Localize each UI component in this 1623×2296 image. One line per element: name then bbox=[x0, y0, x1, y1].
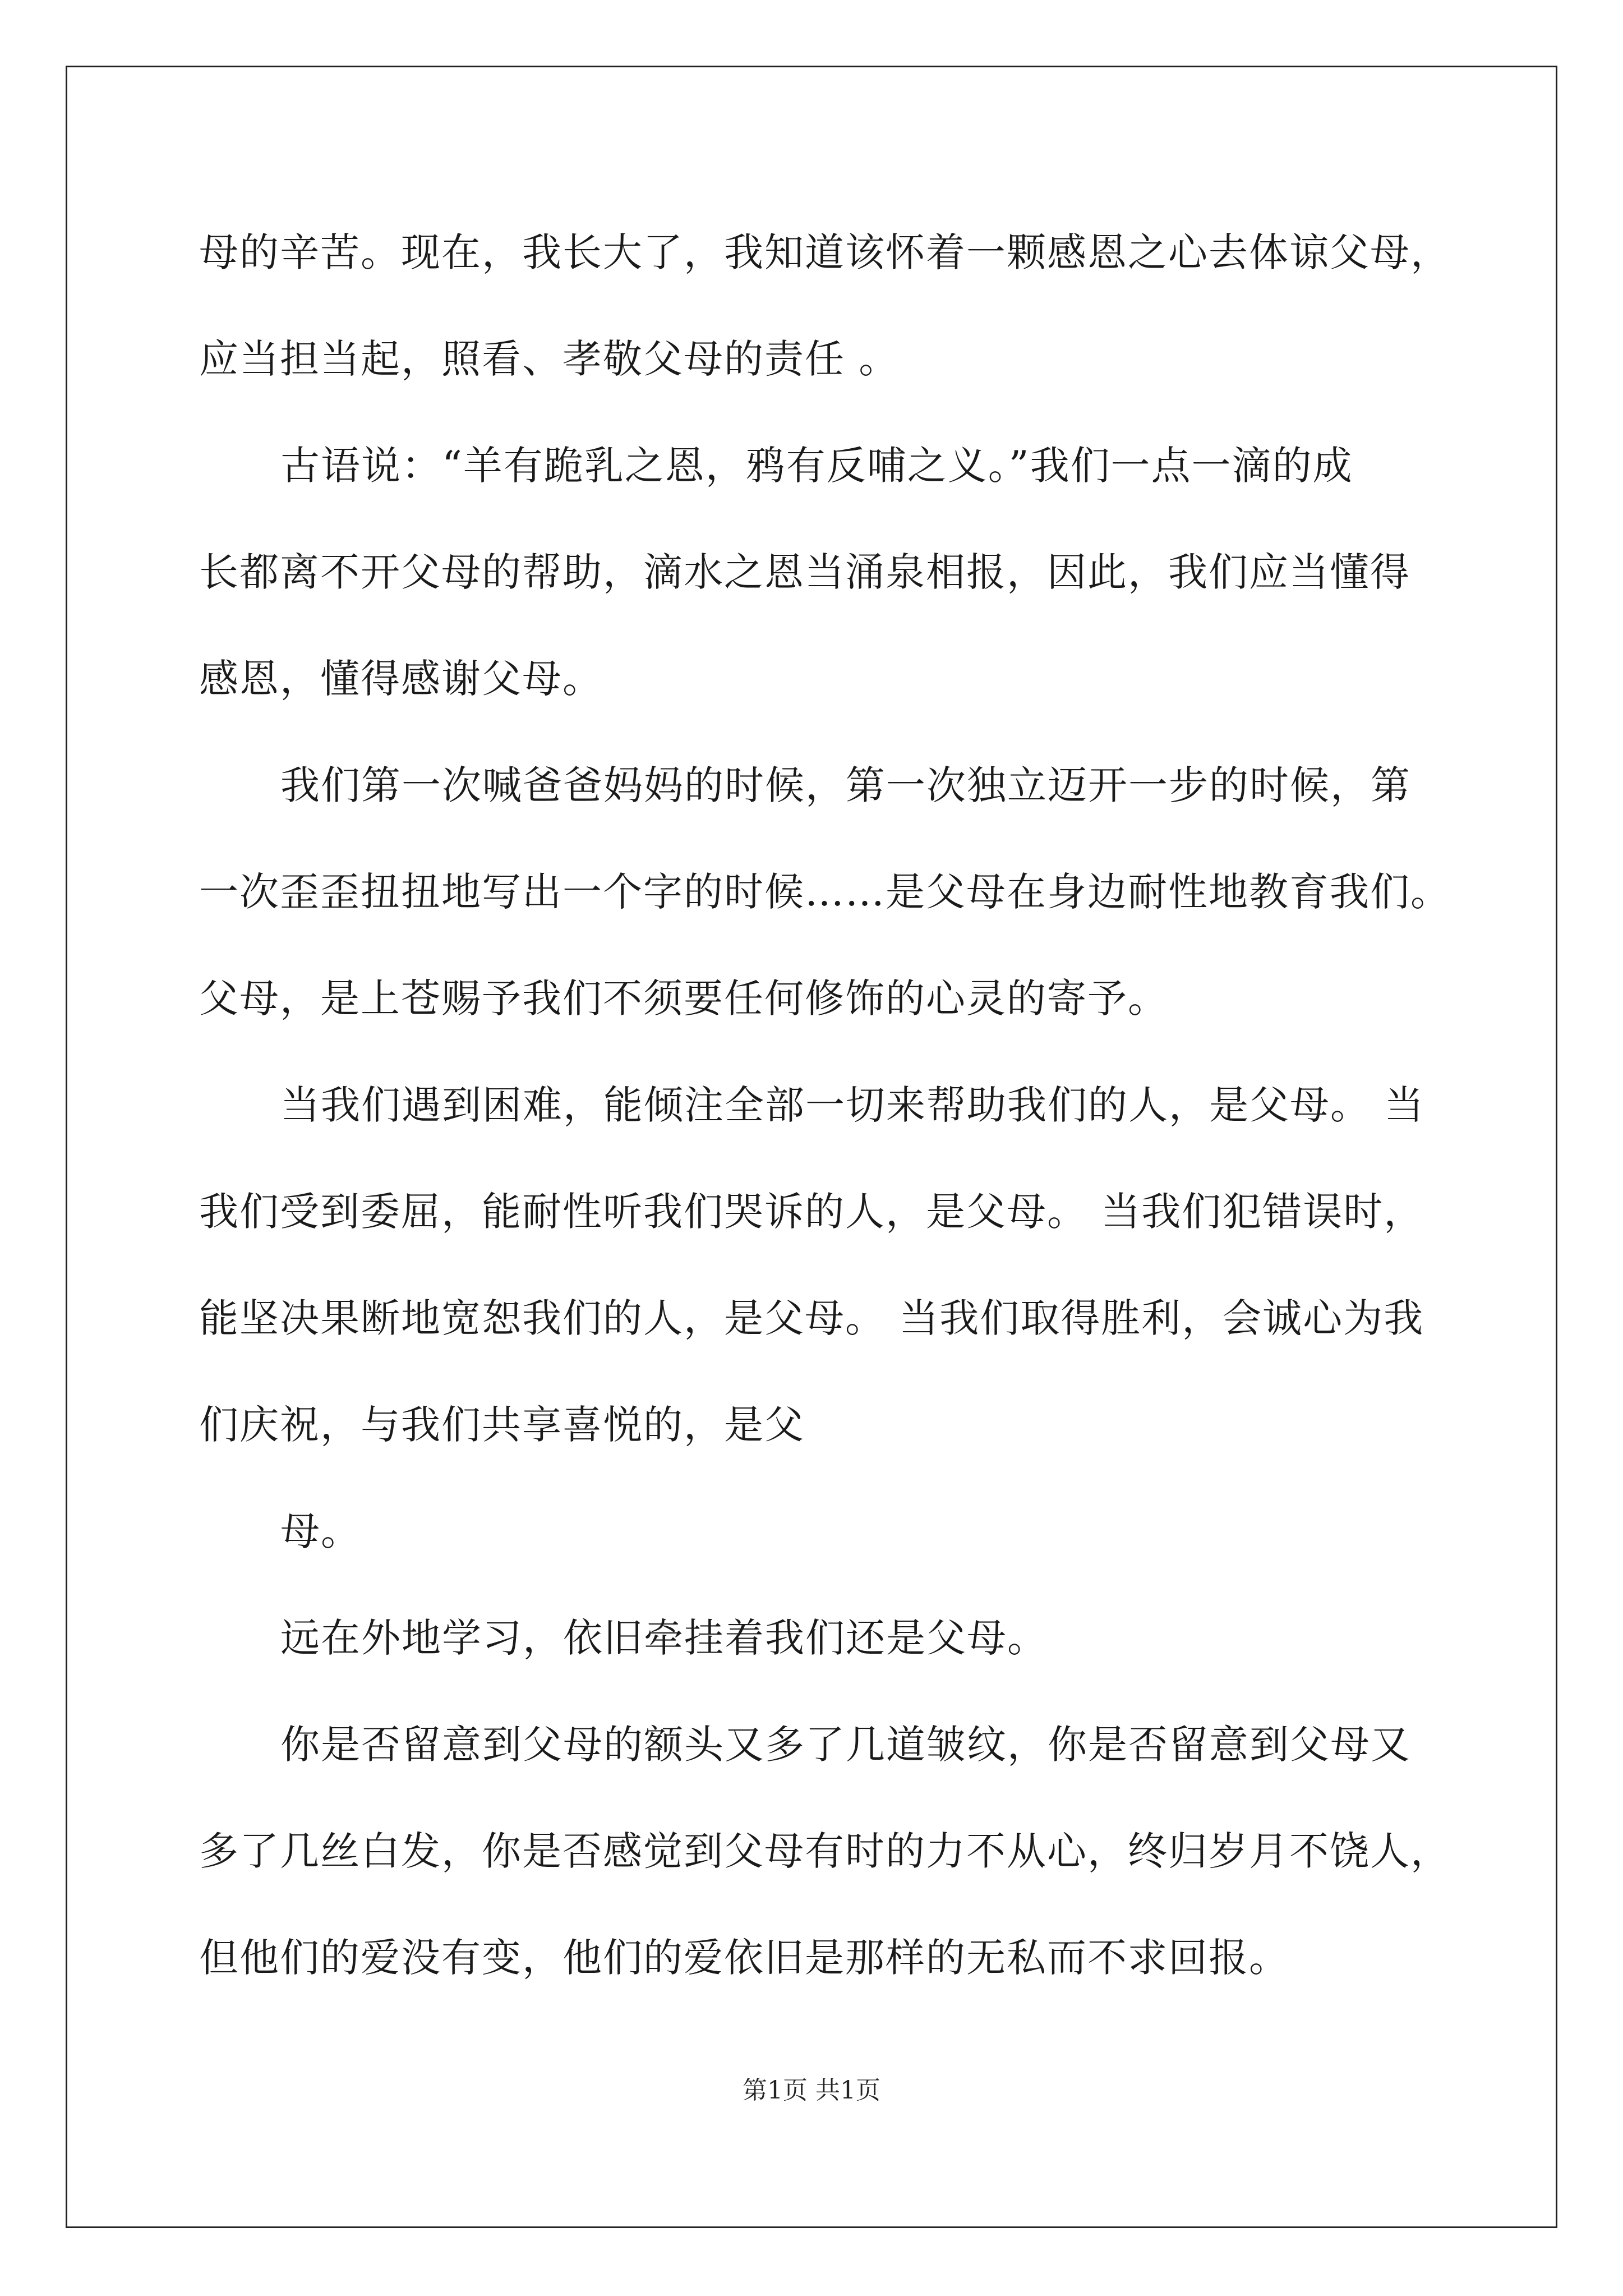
text-line-11: 能坚决果断地宽恕我们的人，是父母。 当我们取得胜利，会诚心为我 bbox=[199, 1295, 1424, 1341]
text-line-14: 远在外地学习，依旧牵挂着我们还是父母。 bbox=[280, 1615, 1048, 1661]
text-line-12: 们庆祝，与我们共享喜悦的，是父 bbox=[199, 1402, 805, 1448]
text-line-1: 母的辛苦。现在，我长大了，我知道该怀着一颗感恩之心去体谅父母， bbox=[199, 229, 1451, 275]
text-line-17: 但他们的爱没有变，他们的爱依旧是那样的无私而不求回报。 bbox=[199, 1935, 1289, 1981]
document-body bbox=[199, 199, 1451, 2011]
text-line-15: 你是否留意到父母的额头又多了几道皱纹，你是否留意到父母又 bbox=[280, 1722, 1411, 1768]
text-line-8: 父母，是上苍赐予我们不须要任何修饰的心灵的寄予。 bbox=[199, 976, 1168, 1022]
text-line-5: 感恩，懂得感谢父母。 bbox=[199, 656, 603, 702]
page-footer: 第1页 共1页 bbox=[743, 2076, 880, 2105]
text-line-6: 我们第一次喊爸爸妈妈的时候，第一次独立迈开一步的时候，第 bbox=[280, 762, 1411, 808]
text-line-2: 应当担当起，照看、孝敬父母的责任 。 bbox=[199, 336, 900, 382]
text-line-10: 我们受到委屈，能耐性听我们哭诉的人，是父母。 当我们犯错误时， bbox=[199, 1189, 1424, 1235]
text-line-16: 多了几丝白发，你是否感觉到父母有时的力不从心，终归岁月不饶人， bbox=[199, 1828, 1451, 1874]
text-line-13: 母。 bbox=[280, 1508, 361, 1554]
text-line-3: 古语说：“羊有跪乳之恩，鸦有反哺之义。”我们一点一滴的成 bbox=[280, 443, 1353, 489]
text-line-7: 一次歪歪扭扭地写出一个字的时候……是父母在身边耐性地教育我们。 bbox=[199, 869, 1451, 915]
text-line-4: 长都离不开父母的帮助，滴水之恩当涌泉相报，因此，我们应当懂得 bbox=[199, 549, 1410, 595]
text-line-9: 当我们遇到困难，能倾注全部一切来帮助我们的人，是父母。 当 bbox=[280, 1082, 1425, 1128]
